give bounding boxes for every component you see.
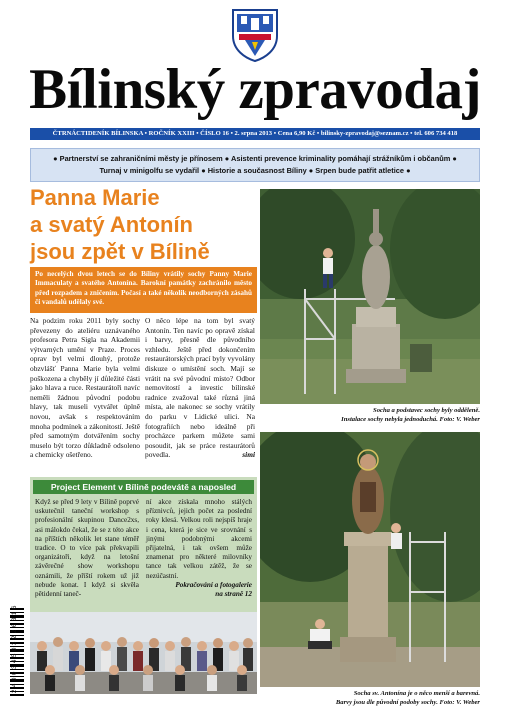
- article-signature: simi: [242, 450, 255, 460]
- article-column-left: Na podzim roku 2011 byly sochy převezeny do ateliéru uznávaného profesora Petra Sigla na Akademii výtvarných umění v Praze. Proces oprav byl velmi dlouhý, protože obzvlášť Panna Marie byla velmi poškozena a chyběly jí důležité části jako hlava a ruce. Restaurátoři navíc neměli žádnou původní podobu hlavy, tak museli vytvářet úplně novou, avšak s respektováním mnoha podmínek a zákonitostí. Ještě před samotným dotvářením sochy muselo být torzo důkladně odsoleno a chemicky ošetřeno.: [30, 316, 140, 460]
- teaser-item[interactable]: Partnerství se zahraničními městy je přínosem: [59, 154, 223, 163]
- dance-group-photo: [30, 612, 257, 694]
- masthead-title: Bílinský zpravodaj: [29, 58, 481, 121]
- article-lead: Po necelých dvou letech se do Bíliny vrátily sochy Panny Marie Immaculaty a svatého Antonína. Barokní památky zachránilo město před rozpadem a zničením. Počasí a také několik neodborných zásahů či vandalů udělaly své.: [30, 267, 257, 313]
- photo-caption: Socha sv. Antonína je o něco menší a barevná. Barvy jsou dle původní podoby sochy. Foto: V. Weber: [335, 690, 480, 706]
- photo-caption: Socha a podstavec sochy byly odděleně. Instalace sochy nebyla jednoduchá. Foto: V. Weber: [341, 407, 480, 423]
- article-box-column-right: ní akce získala mnoho stálých příznivců, jejich počet za poslední roky klesá. Velkou roli nejspíš hraje i cena, která je sice ve srovnání s jinými podobnými akcemi přijatelná, i tak ovšem může znamenat pro některé milovníky tance tak velkou zátěž, že se nezúčastní. Pokračování a fotogalerie na straně 12: [146, 498, 252, 599]
- continuation-note[interactable]: Pokračování a fotogalerie na straně 12: [175, 580, 252, 599]
- issue-info-bar: ČTRNÁCTIDENÍK BÍLINSKA • ROČNÍK XXIII • ČÍSLO 16 • 2. srpna 2013 • Cena 6,90 Kč • bilinsky-zpravodaj@seznam.cz • tel. 606 734 418: [30, 128, 480, 140]
- article-headline: Panna Marie a svatý Antonín jsou zpět v Bílině: [30, 185, 210, 264]
- teaser-item[interactable]: Historie a současnost Bíliny: [207, 166, 307, 175]
- article-box-title: Project Element v Bílině podevátě a naposled: [33, 480, 254, 494]
- article-column-middle: O něco lépe na tom byl svatý Antonín. Ten navíc po opravě získal i barvy, přesně dle původního vzhledu. Ještě před dokončením restaurátorských prací byly vyvolány diskuze o umístění soch. Mají se vrátit na své původní místo? Odbor nemovitostí a investic bílinské radnice zvažoval také různá jiná místa, ale nakonec se sochy vrátily do parku v Lidické ulici. Na fotografiích nebo ideálně při procházce parkem můžete sami posoudit, jak se práce restaurátorů povedla. simi: [145, 316, 255, 460]
- teaser-item[interactable]: Srpen bude patřit atletice: [315, 166, 405, 175]
- teaser-item[interactable]: Asistenti prevence kriminality pomáhají strážníkům i občanům: [231, 154, 451, 163]
- teaser-item[interactable]: Turnaj v minigolfu se vydařil: [99, 166, 200, 175]
- article-box-column-left: Když se před 9 lety v Bílině poprvé uskutečnil taneční workshop s profesionální skupinou Dance2xs, asi málokdo čekal, že se z této akce na příštích několik let stane téměř tradice. O to více pak překvapili organizátoři, když na letošní závěrečné show workshopu oznámili, že příští rokem už již nebude konat. I když si skvěla pětidenní taneč-: [35, 498, 139, 599]
- statue-installation-photo: [260, 189, 480, 404]
- teaser-box: ● Partnerství se zahraničními městy je přínosem ● Asistenti prevence kriminality pomáhají strážníkům i občanům ● Turnaj v minigolfu se vydařil ● Historie a současnost Bíliny ● Srpen bude patřit atletice ●: [30, 148, 480, 182]
- city-crest-icon: [231, 6, 279, 62]
- barcode-number: 2 4 0 0 3 4 5 0 3 2 2 6 3 1 6: [12, 605, 18, 693]
- saint-anthony-statue-photo: [260, 432, 480, 687]
